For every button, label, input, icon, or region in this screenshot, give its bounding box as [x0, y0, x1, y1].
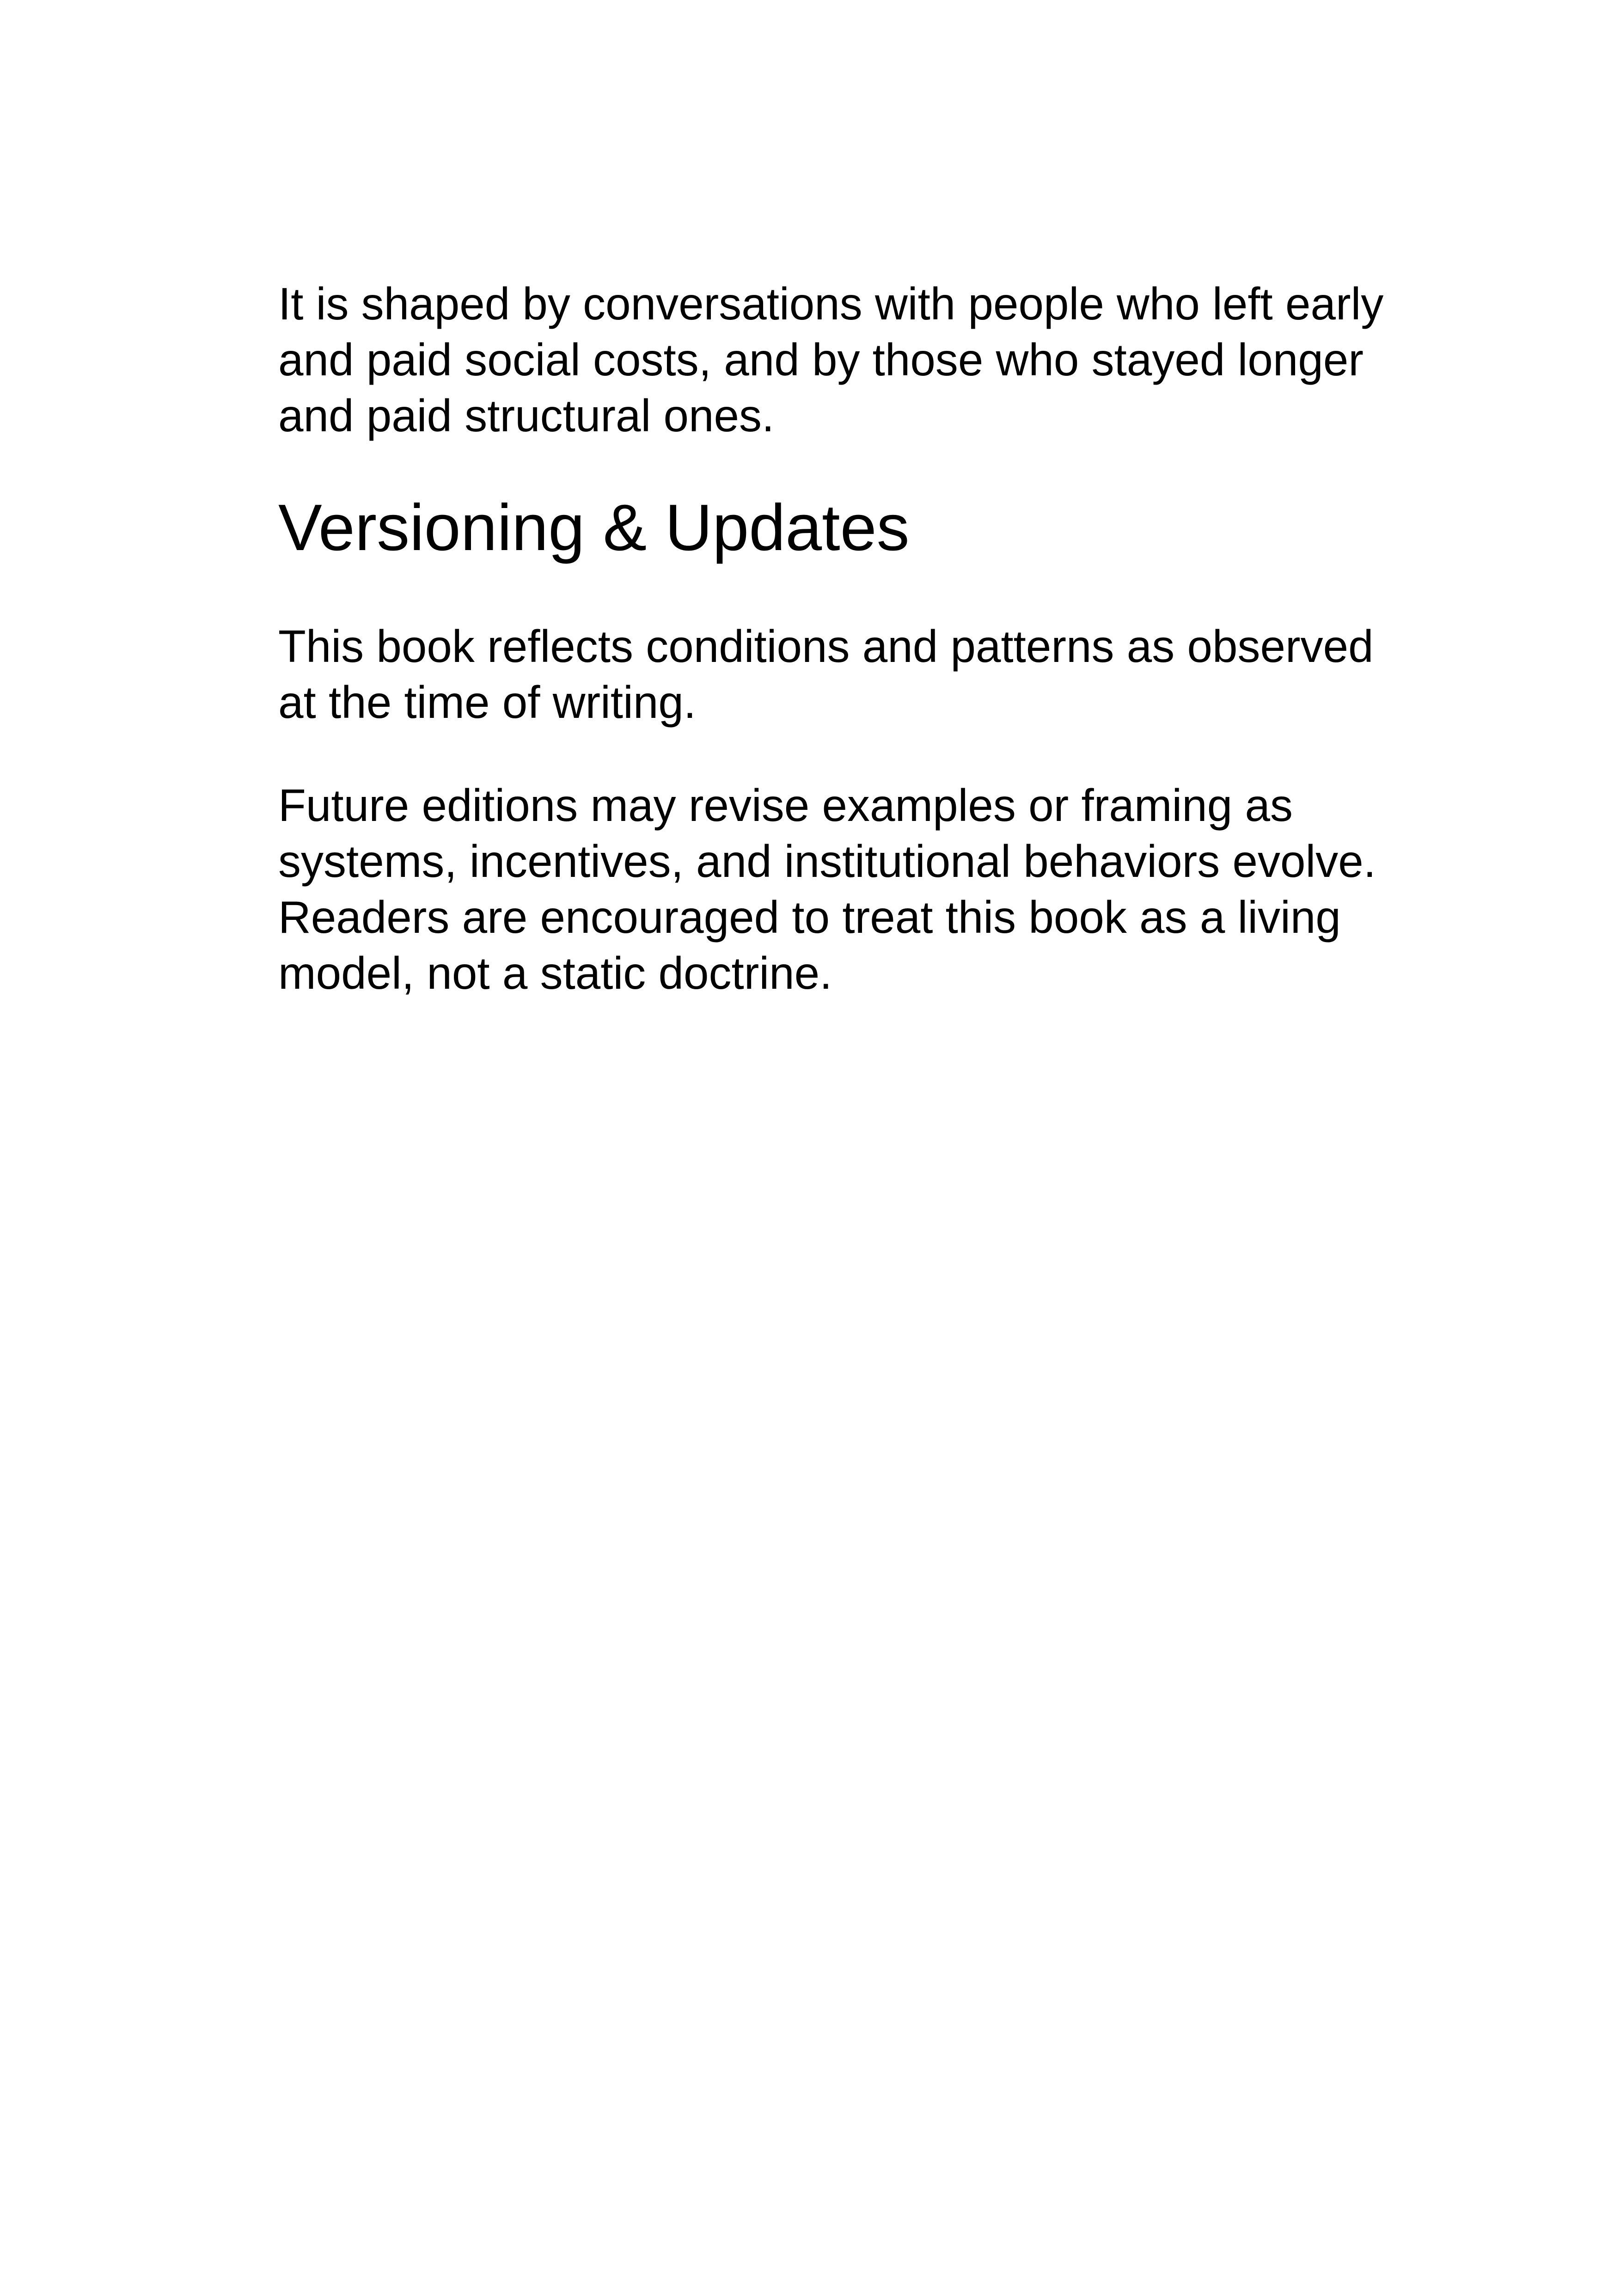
- text-line: Readers are encouraged to treat this book as a living: [278, 892, 1341, 943]
- versioning-paragraph: [278, 618, 1374, 730]
- text-line: at the time of writing.: [278, 677, 697, 728]
- text-line: It is shaped by conversations with people who left early: [278, 278, 1384, 329]
- future-editions-paragraph: [278, 778, 1376, 1001]
- text-line: and paid social costs, and by those who stayed longer: [278, 334, 1364, 385]
- text-line: systems, incentives, and institutional behaviors evolve.: [278, 836, 1376, 887]
- text-line: and paid structural ones.: [278, 390, 775, 441]
- text-line: This book reflects conditions and patterns as observed: [278, 621, 1374, 672]
- text-line: model, not a static doctrine.: [278, 948, 832, 998]
- section-heading: Versioning & Updates: [278, 491, 910, 564]
- text-line: Future editions may revise examples or framing as: [278, 780, 1293, 831]
- intro-paragraph: [278, 276, 1384, 444]
